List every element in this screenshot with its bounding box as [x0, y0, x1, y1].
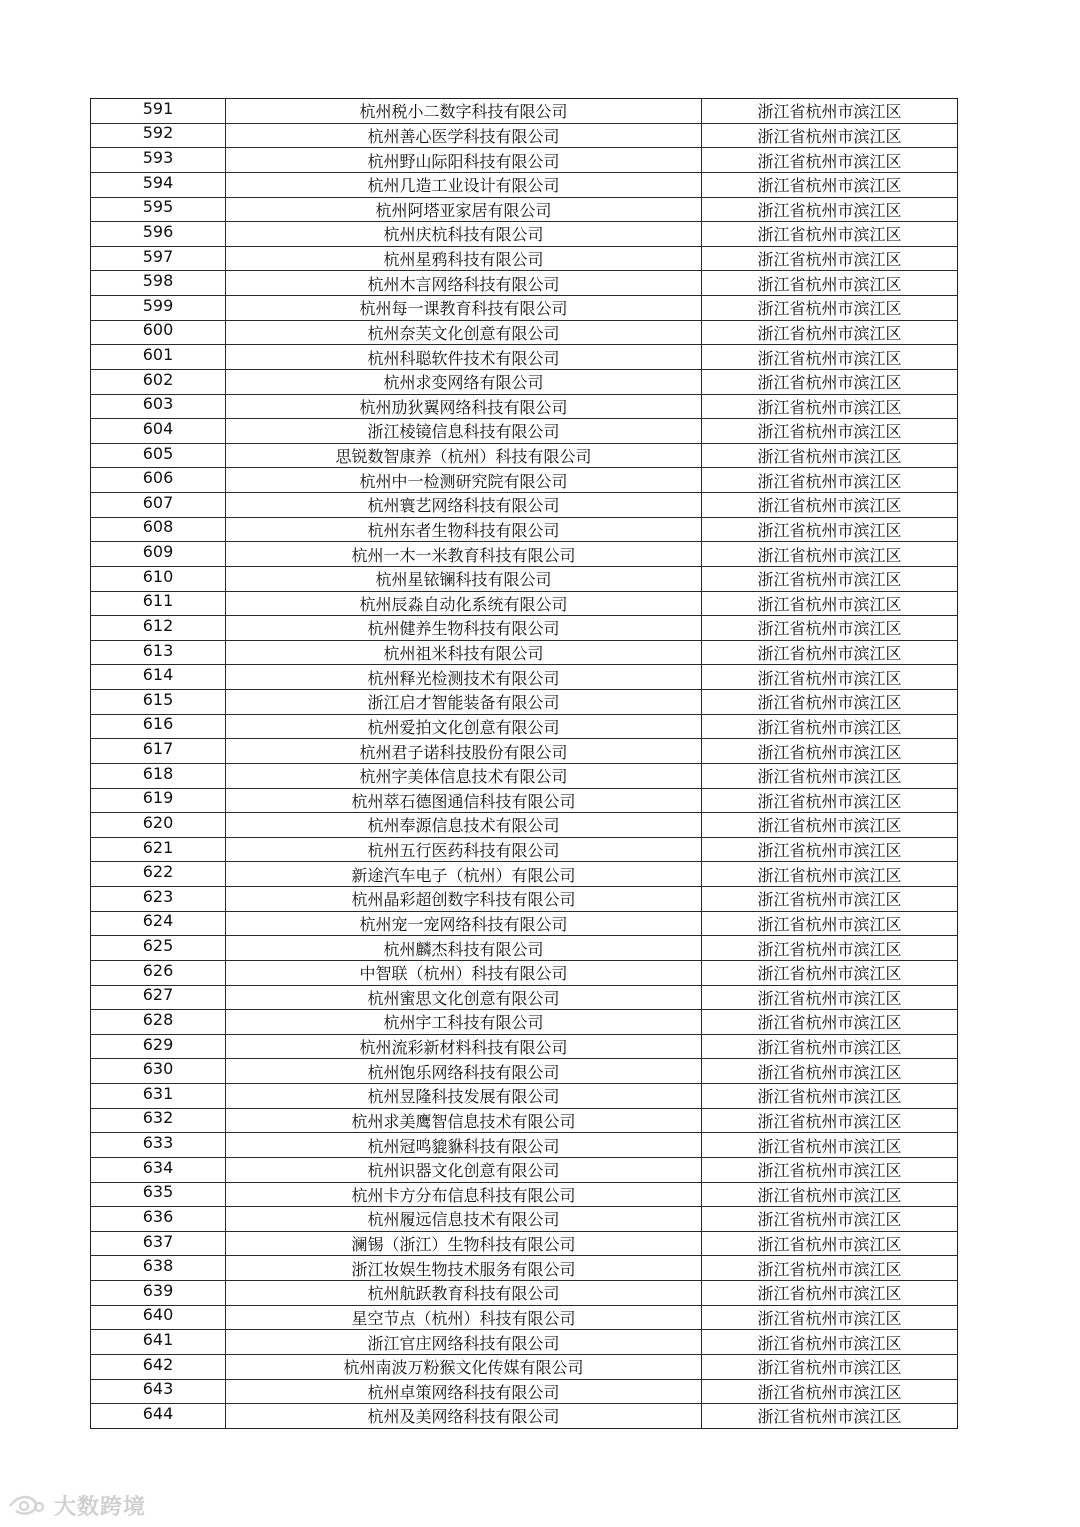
company-region: 浙江省杭州市滨江区 [757, 176, 902, 196]
table-row [91, 222, 957, 247]
company-name: 杭州税小二数字科技有限公司 [226, 99, 702, 123]
company-name: 杭州南波万粉猴文化传媒有限公司 [226, 1355, 702, 1379]
company-region: 浙江省杭州市滨江区 [757, 373, 902, 393]
row-number: 637 [91, 1232, 226, 1256]
company-region: 浙江省杭州市滨江区 [757, 914, 902, 934]
row-number: 617 [91, 739, 226, 763]
table-row [91, 370, 957, 395]
company-region: 浙江省杭州市滨江区 [757, 1358, 902, 1378]
company-name: 杭州东者生物科技有限公司 [226, 518, 702, 542]
company-name: 思锐数智康养（杭州）科技有限公司 [226, 444, 702, 468]
company-region: 浙江省杭州市滨江区 [757, 126, 902, 146]
company-region: 浙江省杭州市滨江区 [757, 422, 902, 442]
company-name: 杭州中一检测研究院有限公司 [226, 468, 702, 492]
company-name: 杭州祖米科技有限公司 [226, 641, 702, 665]
company-name: 杭州释光检测技术有限公司 [226, 665, 702, 689]
company-region: 浙江省杭州市滨江区 [757, 545, 902, 565]
company-name: 杭州木言网络科技有限公司 [226, 271, 702, 295]
company-name: 浙江棱镜信息科技有限公司 [226, 419, 702, 443]
row-number: 601 [91, 345, 226, 369]
row-number: 596 [91, 222, 226, 246]
row-number: 592 [91, 124, 226, 148]
company-region: 浙江省杭州市滨江区 [757, 447, 902, 467]
company-region: 浙江省杭州市滨江区 [757, 1235, 902, 1255]
table-row [91, 1232, 957, 1257]
company-name: 杭州星铱镧科技有限公司 [226, 567, 702, 591]
company-region: 浙江省杭州市滨江区 [757, 225, 902, 245]
table-row [91, 1207, 957, 1232]
table-row [91, 296, 957, 321]
company-name: 杭州卓策网络科技有限公司 [226, 1380, 702, 1404]
row-number: 614 [91, 665, 226, 689]
row-number: 597 [91, 247, 226, 271]
table-row [91, 986, 957, 1011]
company-region: 浙江省杭州市滨江区 [757, 151, 902, 171]
company-region: 浙江省杭州市滨江区 [757, 742, 902, 762]
row-number: 643 [91, 1380, 226, 1404]
company-region: 浙江省杭州市滨江区 [757, 1038, 902, 1058]
company-region: 浙江省杭州市滨江区 [757, 964, 902, 984]
table-row [91, 641, 957, 666]
table-row [91, 148, 957, 173]
table-row [91, 345, 957, 370]
row-number: 628 [91, 1010, 226, 1034]
company-region: 浙江省杭州市滨江区 [757, 323, 902, 343]
company-name: 杭州几造工业设计有限公司 [226, 173, 702, 197]
row-number: 633 [91, 1133, 226, 1157]
row-number: 606 [91, 468, 226, 492]
row-number: 641 [91, 1330, 226, 1354]
company-name: 杭州昱隆科技发展有限公司 [226, 1084, 702, 1108]
table-row [91, 912, 957, 937]
table-row [91, 468, 957, 493]
table-row [91, 1404, 957, 1429]
row-number: 604 [91, 419, 226, 443]
company-name: 杭州求美鹰智信息技术有限公司 [226, 1109, 702, 1133]
company-region: 浙江省杭州市滨江区 [757, 274, 902, 294]
row-number: 609 [91, 542, 226, 566]
company-name: 杭州萃石德图通信科技有限公司 [226, 789, 702, 813]
company-region: 浙江省杭州市滨江区 [757, 1185, 902, 1205]
company-name: 星空节点（杭州）科技有限公司 [226, 1306, 702, 1330]
company-region: 浙江省杭州市滨江区 [757, 250, 902, 270]
company-region: 浙江省杭州市滨江区 [757, 1333, 902, 1353]
company-name: 杭州奉源信息技术有限公司 [226, 813, 702, 837]
company-name: 浙江官庄网络科技有限公司 [226, 1330, 702, 1354]
table-row [91, 247, 957, 272]
table-row [91, 271, 957, 296]
company-region: 浙江省杭州市滨江区 [757, 1111, 902, 1131]
company-region: 浙江省杭州市滨江区 [757, 1210, 902, 1230]
row-number: 613 [91, 641, 226, 665]
company-name: 杭州星鸦科技有限公司 [226, 247, 702, 271]
company-region: 浙江省杭州市滨江区 [757, 816, 902, 836]
company-name: 杭州识器文化创意有限公司 [226, 1158, 702, 1182]
company-name: 杭州宠一宠网络科技有限公司 [226, 912, 702, 936]
table-row [91, 321, 957, 346]
row-number: 612 [91, 616, 226, 640]
table-row [91, 764, 957, 789]
row-number: 635 [91, 1183, 226, 1207]
company-name: 杭州善心医学科技有限公司 [226, 124, 702, 148]
company-region: 浙江省杭州市滨江区 [757, 1407, 902, 1427]
row-number: 594 [91, 173, 226, 197]
table-row [91, 1059, 957, 1084]
row-number: 602 [91, 370, 226, 394]
row-number: 626 [91, 961, 226, 985]
row-number: 630 [91, 1059, 226, 1083]
company-region: 浙江省杭州市滨江区 [757, 299, 902, 319]
company-region: 浙江省杭州市滨江区 [757, 1161, 902, 1181]
company-name: 新途汽车电子（杭州）有限公司 [226, 862, 702, 886]
row-number: 638 [91, 1256, 226, 1280]
row-number: 632 [91, 1109, 226, 1133]
table-row [91, 1158, 957, 1183]
table-row [91, 862, 957, 887]
table-row [91, 1306, 957, 1331]
company-region: 浙江省杭州市滨江区 [757, 791, 902, 811]
company-name: 澜锡（浙江）生物科技有限公司 [226, 1232, 702, 1256]
table-row [91, 1133, 957, 1158]
company-region: 浙江省杭州市滨江区 [757, 471, 902, 491]
table-row [91, 887, 957, 912]
table-row [91, 1084, 957, 1109]
company-name: 杭州卡方分布信息科技有限公司 [226, 1183, 702, 1207]
company-region: 浙江省杭州市滨江区 [757, 644, 902, 664]
company-name: 杭州宇工科技有限公司 [226, 1010, 702, 1034]
eye-logo-icon [8, 1493, 48, 1519]
row-number: 608 [91, 518, 226, 542]
company-region: 浙江省杭州市滨江区 [757, 200, 902, 220]
row-number: 624 [91, 912, 226, 936]
table-row [91, 789, 957, 814]
table-row [91, 961, 957, 986]
row-number: 603 [91, 395, 226, 419]
row-number: 616 [91, 715, 226, 739]
row-number: 600 [91, 321, 226, 345]
row-number: 629 [91, 1035, 226, 1059]
company-region: 浙江省杭州市滨江区 [757, 939, 902, 959]
company-name: 杭州晶彩超创数字科技有限公司 [226, 887, 702, 911]
company-name: 杭州爱拍文化创意有限公司 [226, 715, 702, 739]
company-region: 浙江省杭州市滨江区 [757, 767, 902, 787]
row-number: 591 [91, 99, 226, 123]
row-number: 620 [91, 813, 226, 837]
company-region: 浙江省杭州市滨江区 [757, 1308, 902, 1328]
row-number: 615 [91, 690, 226, 714]
company-region: 浙江省杭州市滨江区 [757, 397, 902, 417]
company-region: 浙江省杭州市滨江区 [757, 865, 902, 885]
company-name: 杭州君子诺科技股份有限公司 [226, 739, 702, 763]
company-region: 浙江省杭州市滨江区 [757, 1382, 902, 1402]
table-row [91, 542, 957, 567]
row-number: 627 [91, 986, 226, 1010]
company-region: 浙江省杭州市滨江区 [757, 1013, 902, 1033]
company-region: 浙江省杭州市滨江区 [757, 1136, 902, 1156]
table-row [91, 1330, 957, 1355]
table-row [91, 1010, 957, 1035]
company-name: 杭州每一课教育科技有限公司 [226, 296, 702, 320]
company-name: 杭州饱乐网络科技有限公司 [226, 1059, 702, 1083]
table-row [91, 173, 957, 198]
table-row [91, 567, 957, 592]
company-name: 杭州一木一米教育科技有限公司 [226, 542, 702, 566]
company-name: 杭州科聪软件技术有限公司 [226, 345, 702, 369]
company-name: 杭州字美体信息技术有限公司 [226, 764, 702, 788]
row-number: 619 [91, 789, 226, 813]
row-number: 611 [91, 592, 226, 616]
table-row [91, 493, 957, 518]
table-row [91, 198, 957, 223]
table-row [91, 1035, 957, 1060]
table-row [91, 616, 957, 641]
table-row [91, 1183, 957, 1208]
company-name: 浙江启才智能装备有限公司 [226, 690, 702, 714]
table-row [91, 838, 957, 863]
company-name: 杭州五行医药科技有限公司 [226, 838, 702, 862]
company-name: 杭州庆杭科技有限公司 [226, 222, 702, 246]
table-row [91, 99, 957, 124]
row-number: 595 [91, 198, 226, 222]
company-region: 浙江省杭州市滨江区 [757, 1259, 902, 1279]
company-name: 中智联（杭州）科技有限公司 [226, 961, 702, 985]
row-number: 610 [91, 567, 226, 591]
company-name: 杭州履远信息技术有限公司 [226, 1207, 702, 1231]
company-region: 浙江省杭州市滨江区 [757, 1062, 902, 1082]
company-region: 浙江省杭州市滨江区 [757, 520, 902, 540]
table-row [91, 1281, 957, 1306]
company-region: 浙江省杭州市滨江区 [757, 1087, 902, 1107]
row-number: 618 [91, 764, 226, 788]
company-region: 浙江省杭州市滨江区 [757, 890, 902, 910]
table-row [91, 1355, 957, 1380]
table-row [91, 665, 957, 690]
company-region: 浙江省杭州市滨江区 [757, 570, 902, 590]
company-region: 浙江省杭州市滨江区 [757, 594, 902, 614]
row-number: 631 [91, 1084, 226, 1108]
company-name: 杭州航跃教育科技有限公司 [226, 1281, 702, 1305]
table-row [91, 444, 957, 469]
company-name: 杭州健养生物科技有限公司 [226, 616, 702, 640]
company-name: 杭州劢狄翼网络科技有限公司 [226, 395, 702, 419]
company-name: 杭州辰淼自动化系统有限公司 [226, 592, 702, 616]
row-number: 621 [91, 838, 226, 862]
company-name: 杭州寰艺网络科技有限公司 [226, 493, 702, 517]
company-name: 杭州奈芙文化创意有限公司 [226, 321, 702, 345]
row-number: 623 [91, 887, 226, 911]
company-region: 浙江省杭州市滨江区 [757, 496, 902, 516]
row-number: 622 [91, 862, 226, 886]
row-number: 593 [91, 148, 226, 172]
table-row [91, 715, 957, 740]
company-region: 浙江省杭州市滨江区 [757, 693, 902, 713]
table-row [91, 419, 957, 444]
company-region: 浙江省杭州市滨江区 [757, 668, 902, 688]
row-number: 599 [91, 296, 226, 320]
company-region: 浙江省杭州市滨江区 [757, 1284, 902, 1304]
company-name: 杭州及美网络科技有限公司 [226, 1404, 702, 1428]
company-name: 杭州求变网络有限公司 [226, 370, 702, 394]
table-row [91, 124, 957, 149]
company-name: 杭州流彩新材料科技有限公司 [226, 1035, 702, 1059]
row-number: 644 [91, 1404, 226, 1428]
company-name: 杭州蜜思文化创意有限公司 [226, 986, 702, 1010]
company-name: 杭州野山际阳科技有限公司 [226, 148, 702, 172]
company-region: 浙江省杭州市滨江区 [757, 102, 902, 122]
company-region: 浙江省杭州市滨江区 [757, 841, 902, 861]
row-number: 642 [91, 1355, 226, 1379]
company-name: 杭州麟杰科技有限公司 [226, 936, 702, 960]
row-number: 598 [91, 271, 226, 295]
company-name: 浙江妆娱生物技术服务有限公司 [226, 1256, 702, 1280]
company-table [90, 98, 958, 1429]
row-number: 625 [91, 936, 226, 960]
table-row [91, 395, 957, 420]
watermark [8, 1490, 146, 1521]
table-row [91, 592, 957, 617]
company-name: 杭州冠鸣貔貅科技有限公司 [226, 1133, 702, 1157]
row-number: 640 [91, 1306, 226, 1330]
company-region: 浙江省杭州市滨江区 [757, 348, 902, 368]
company-name: 杭州阿塔亚家居有限公司 [226, 198, 702, 222]
company-region: 浙江省杭州市滨江区 [757, 988, 902, 1008]
company-region: 浙江省杭州市滨江区 [757, 717, 902, 737]
row-number: 636 [91, 1207, 226, 1231]
table-row [91, 936, 957, 961]
table-row [91, 739, 957, 764]
company-region: 浙江省杭州市滨江区 [757, 619, 902, 639]
table-row [91, 690, 957, 715]
table-row [91, 1109, 957, 1134]
table-row [91, 1256, 957, 1281]
row-number: 634 [91, 1158, 226, 1182]
row-number: 605 [91, 444, 226, 468]
table-row [91, 813, 957, 838]
row-number: 607 [91, 493, 226, 517]
table-row [91, 518, 957, 543]
row-number: 639 [91, 1281, 226, 1305]
table-row [91, 1380, 957, 1405]
watermark-text: 大数跨境 [54, 1495, 147, 1520]
